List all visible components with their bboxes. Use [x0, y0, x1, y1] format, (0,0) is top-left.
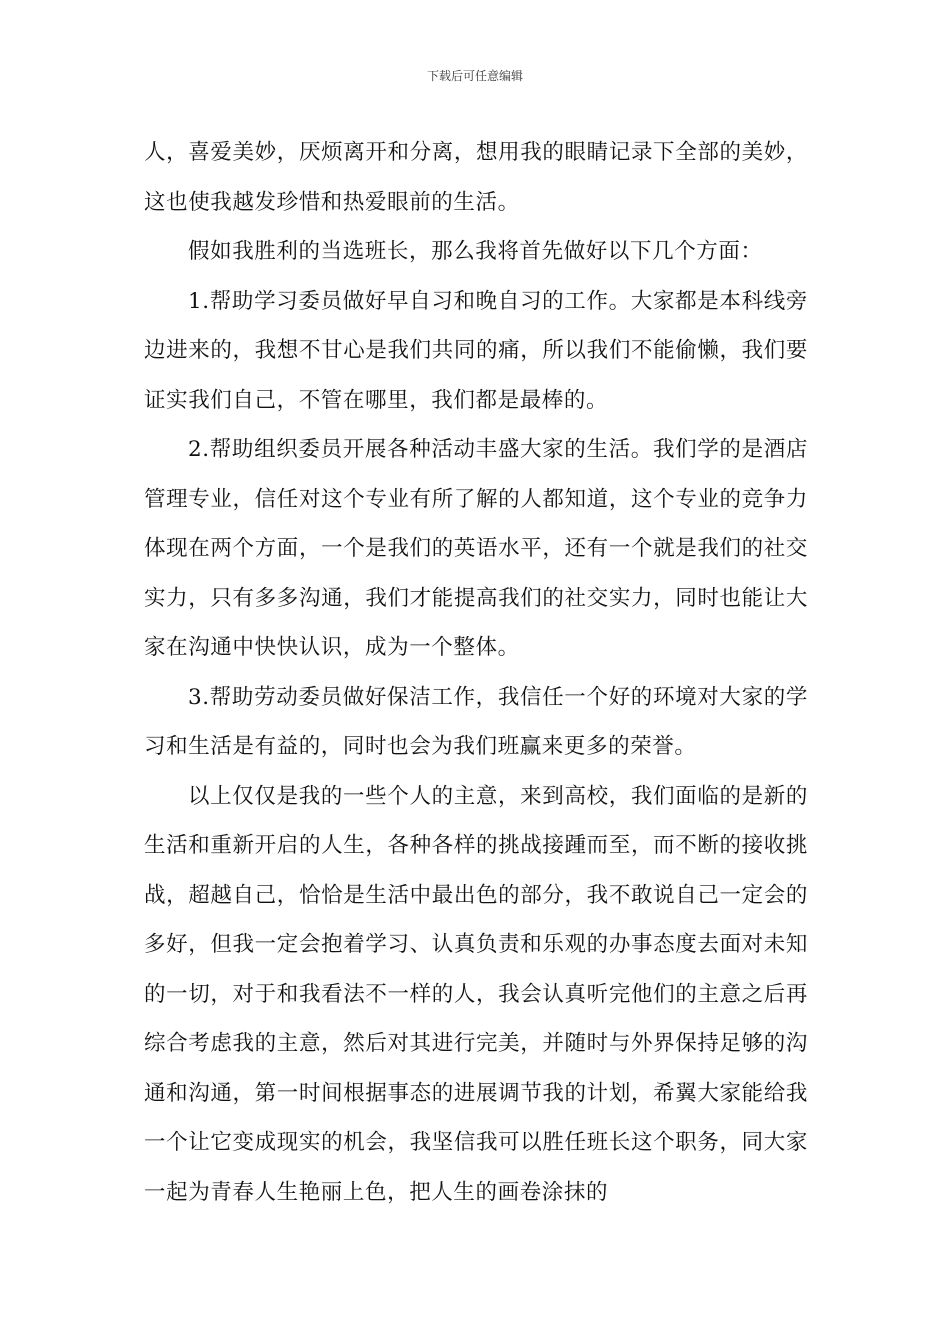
paragraph-4: 2.帮助组织委员开展各种活动丰盛大家的生活。我们学的是酒店管理专业，信任对这个专业有所了解的人都知道，这个专业的竞争力体现在两个方面，一个是我们的英语水平，还有一个就是我们的社交实力，只有多多沟通，我们才能提高我们的社交实力，同时也能让大家在沟通中快快认识，成为一个整体。	[144, 437, 808, 660]
paragraph-6: 以上仅仅是我的一些个人的主意，来到高校，我们面临的是新的生活和重新开启的人生，各种各样的挑战接踵而至，而不断的接收挑战，超越自己，恰恰是生活中最出色的部分，我不敢说自己一定会的多好，但我一定会抱着学习、认真负责和乐观的办事态度去面对未知的一切，对于和我看法不一样的人，我会认真听完他们的主意之后再综合考虑我的主意，然后对其进行完美，并随时与外界保持足够的沟通和沟通，第一时间根据事态的进展调节我的计划，希翼大家能给我一个让它变成现实的机会，我坚信我可以胜任班长这个职务，同大家一起为青春人生艳丽上色，把人生的画卷涂抹的	[144, 783, 808, 1205]
document-body	[144, 128, 808, 1217]
paragraph-3: 1.帮助学习委员做好早自习和晚自习的工作。大家都是本科线旁边进来的，我想不甘心是我们共同的痛，所以我们不能偷懒，我们要证实我们自己，不管在哪里，我们都是最棒的。	[144, 288, 808, 413]
paragraph-2: 假如我胜利的当选班长，那么我将首先做好以下几个方面：	[188, 239, 763, 264]
page-header-note: 下载后可任意编辑	[426, 69, 523, 83]
paragraph-5: 3.帮助劳动委员做好保洁工作，我信任一个好的环境对大家的学习和生活是有益的，同时也会为我们班赢来更多的荣誉。	[144, 684, 808, 759]
paragraph-1: 人，喜爱美妙，厌烦离开和分离，想用我的眼睛记录下全部的美妙，这也使我越发珍惜和热爱眼前的生活。	[144, 140, 808, 215]
